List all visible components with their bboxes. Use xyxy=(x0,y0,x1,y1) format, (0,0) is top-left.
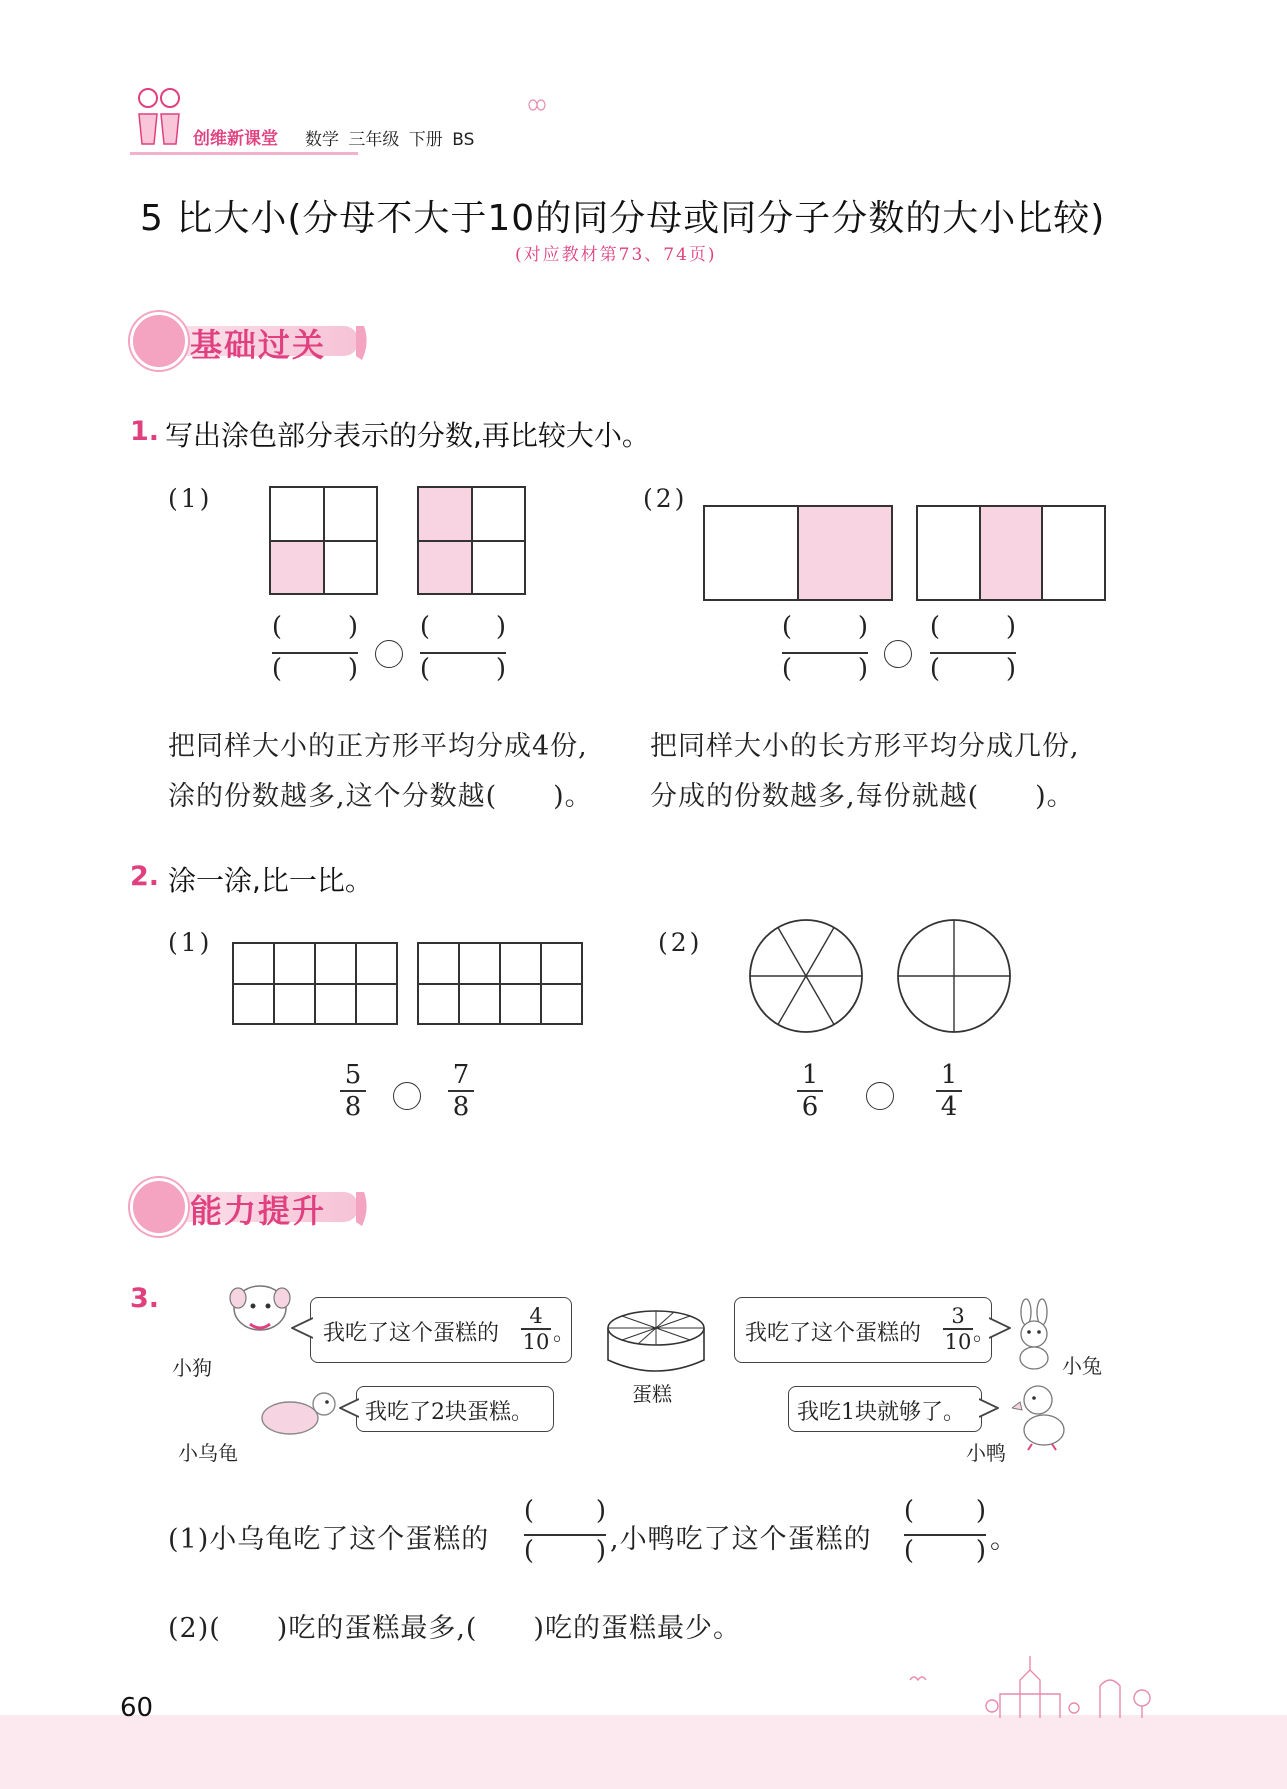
fraction-blank[interactable]: ( ) ( ) xyxy=(781,612,869,684)
fraction: 3 10 xyxy=(944,1304,972,1354)
brand-name: 创维新课堂 xyxy=(193,129,278,149)
rectangle-figure-a xyxy=(703,505,893,601)
question-number: 1. xyxy=(130,416,160,447)
statement-text: 把同样大小的正方形平均分成4份, xyxy=(168,731,588,762)
fraction: 4 10 xyxy=(522,1304,550,1354)
square-figure-b xyxy=(417,486,526,595)
castle-decoration-icon xyxy=(880,1650,1180,1720)
bubble-pointer xyxy=(339,1397,359,1419)
statement-text: 把同样大小的长方形平均分成几份, xyxy=(650,731,1080,762)
animal-label: 小鸭 xyxy=(966,1441,1006,1465)
fraction: 1 4 xyxy=(936,1060,962,1122)
part-label: (2) xyxy=(658,928,703,957)
animal-label: 小乌龟 xyxy=(178,1441,238,1465)
question-number: 2. xyxy=(130,861,160,892)
compare-circle[interactable] xyxy=(866,1082,894,1110)
puppy-icon xyxy=(226,1278,292,1340)
part-label: (1) xyxy=(168,484,213,513)
banner-tail-icon xyxy=(356,1192,370,1226)
question-part: 。 xyxy=(990,1524,1018,1555)
compare-circle[interactable] xyxy=(393,1082,421,1110)
header-divider xyxy=(130,152,358,155)
speech-bubble-duck: 我吃1块就够了。 xyxy=(788,1386,982,1432)
bubble-pointer xyxy=(291,1316,313,1340)
duck-icon xyxy=(1012,1380,1070,1452)
book-info: 数学 三年级 下册 BS xyxy=(305,130,475,150)
statement-text: 涂的份数越多,这个分数越( )。 xyxy=(168,781,593,812)
speech-bubble-rabbit: 我吃了这个蛋糕的 3 10 。 xyxy=(734,1297,992,1363)
cake-label: 蛋糕 xyxy=(632,1382,672,1406)
fraction-blank[interactable]: ( ) ( ) xyxy=(271,612,359,684)
banner-tail-icon xyxy=(356,326,370,360)
part-label: (2) xyxy=(643,484,688,513)
fraction-blank[interactable]: ( ) ( ) xyxy=(523,1496,607,1566)
fraction: 1 6 xyxy=(797,1060,823,1122)
cake-icon xyxy=(604,1306,708,1378)
mascot-icon xyxy=(130,312,188,370)
question-part: (1)小乌龟吃了这个蛋糕的 xyxy=(168,1524,490,1555)
circle-quarters[interactable] xyxy=(896,918,1012,1034)
part-label: (1) xyxy=(168,928,213,957)
question-number: 3. xyxy=(130,1283,160,1314)
lesson-subtitle: (对应教材第73、74页) xyxy=(515,245,717,265)
question-part: ,小鸭吃了这个蛋糕的 xyxy=(610,1524,872,1555)
rectangle-grid-eighths-b[interactable] xyxy=(417,942,583,1025)
statement-text: 分成的份数越多,每份就越( )。 xyxy=(650,781,1075,812)
compare-circle[interactable] xyxy=(375,640,403,668)
fraction: 7 8 xyxy=(448,1060,474,1122)
square-figure-a xyxy=(269,486,378,595)
animal-label: 小狗 xyxy=(172,1356,212,1380)
rectangle-figure-b xyxy=(916,505,1106,601)
question-part: (2)( )吃的蛋糕最多,( )吃的蛋糕最少。 xyxy=(168,1613,741,1644)
butterfly-icon xyxy=(528,98,546,112)
speech-bubble-turtle: 我吃了2块蛋糕。 xyxy=(356,1386,554,1432)
question-text: 写出涂色部分表示的分数,再比较大小。 xyxy=(165,419,650,452)
compare-circle[interactable] xyxy=(884,640,912,668)
page-number: 60 xyxy=(120,1693,154,1723)
turtle-icon xyxy=(254,1388,338,1440)
section-banner-advanced xyxy=(130,1178,370,1236)
mascot-icon xyxy=(130,1178,188,1236)
fraction-blank[interactable]: ( ) ( ) xyxy=(903,1496,987,1566)
rectangle-grid-eighths-a[interactable] xyxy=(232,942,398,1025)
section-title: 基础过关 xyxy=(190,326,327,364)
fraction-blank[interactable]: ( ) ( ) xyxy=(419,612,507,684)
rabbit-icon xyxy=(1010,1298,1058,1370)
fraction-blank[interactable]: ( ) ( ) xyxy=(929,612,1017,684)
bubble-pointer xyxy=(979,1397,999,1419)
speech-bubble-dog: 我吃了这个蛋糕的 4 10 。 xyxy=(310,1297,572,1363)
fraction: 5 8 xyxy=(340,1060,366,1122)
animal-label: 小兔 xyxy=(1062,1354,1102,1378)
lesson-title: 5 比大小(分母不大于10的同分母或同分子分数的大小比较) xyxy=(140,198,1106,239)
section-title: 能力提升 xyxy=(190,1192,327,1230)
circle-sixths[interactable] xyxy=(748,918,864,1034)
kids-logo-icon xyxy=(128,84,190,150)
question-text: 涂一涂,比一比。 xyxy=(168,864,373,897)
section-banner-basic xyxy=(130,312,370,370)
footer-band xyxy=(0,1715,1287,1789)
